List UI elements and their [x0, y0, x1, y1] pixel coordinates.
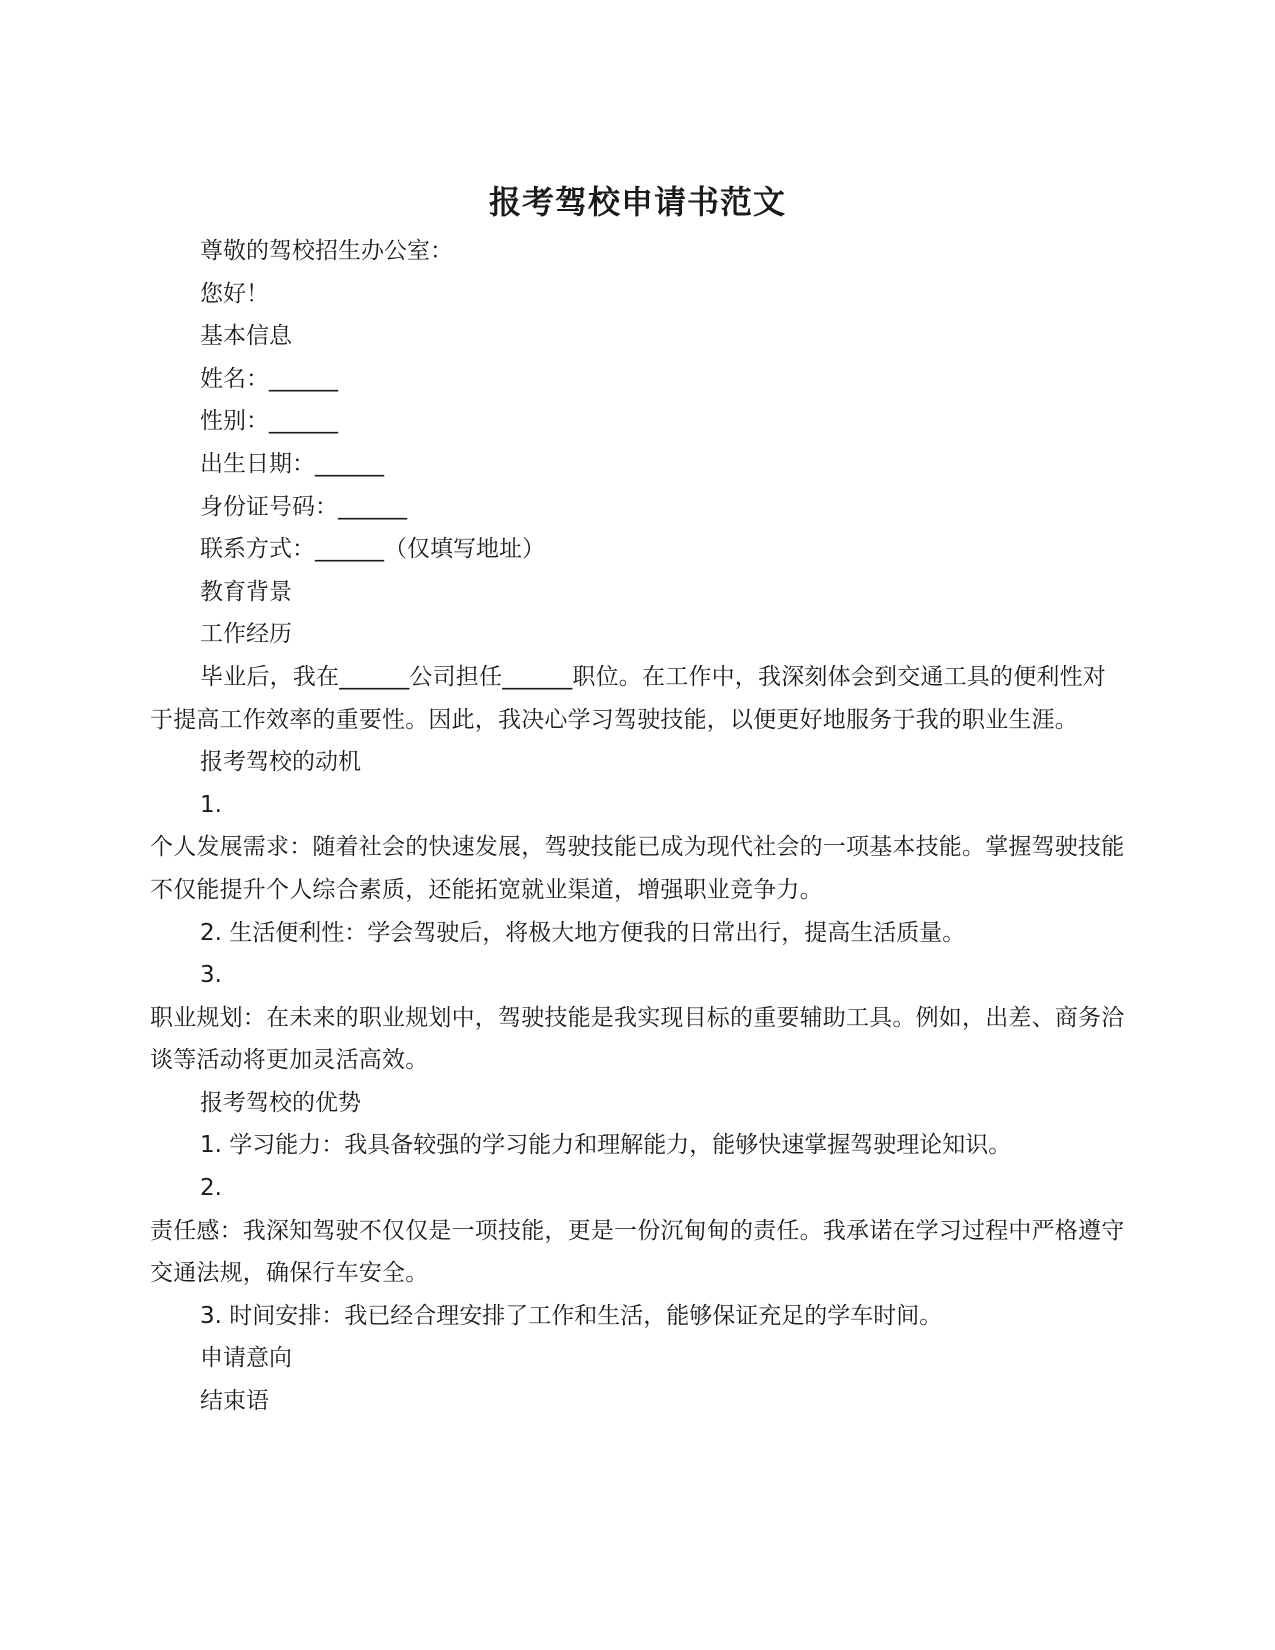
list-item-text: 职业规划：在未来的职业规划中，驾驶技能是我实现目标的重要辅助工具。例如，出差、商务洽谈等活动将更加灵活高效。	[150, 1004, 1125, 1074]
section-heading-intent: 申请意向	[200, 1345, 292, 1372]
section-heading-basic-info: 基本信息	[200, 323, 292, 350]
list-item-text: 3. 时间安排：我已经合理安排了工作和生活，能够保证充足的学车时间。	[200, 1302, 943, 1329]
section-heading-work: 工作经历	[200, 621, 292, 648]
field-contact: 联系方式：______（仅填写地址）	[200, 536, 545, 563]
list-item-text: 责任感：我深知驾驶不仅仅是一项技能，更是一份沉甸甸的责任。我承诺在学习过程中严格遵守交通法规，确保行车安全。	[150, 1217, 1125, 1287]
document-page	[150, 178, 1125, 1423]
greeting: 您好！	[200, 280, 269, 307]
document-title: 报考驾校申请书范文	[488, 183, 786, 221]
section-heading-closing: 结束语	[200, 1388, 269, 1415]
field-name: 姓名：______	[200, 365, 338, 392]
field-id-number: 身份证号码：______	[200, 493, 407, 520]
section-heading-motivation: 报考驾校的动机	[200, 749, 361, 776]
work-paragraph: 毕业后，我在______公司担任______职位。在工作中，我深刻体会到交通工具的便利性对于提高工作效率的重要性。因此，我决心学习驾驶技能，以便更好地服务于我的职业生涯。	[150, 663, 1106, 733]
list-item-text: 2. 生活便利性：学会驾驶后，将极大地方便我的日常出行，提高生活质量。	[200, 919, 966, 946]
list-item-text: 1. 学习能力：我具备较强的学习能力和理解能力，能够快速掌握驾驶理论知识。	[200, 1132, 1012, 1159]
list-number: 2.	[200, 1175, 222, 1202]
salutation: 尊敬的驾校招生办公室：	[200, 238, 453, 264]
list-item-text: 个人发展需求：随着社会的快速发展，驾驶技能已成为现代社会的一项基本技能。掌握驾驶技能不仅能提升个人综合素质，还能拓宽就业渠道，增强职业竞争力。	[150, 834, 1125, 903]
field-gender: 性别：______	[200, 408, 338, 435]
section-heading-education: 教育背景	[200, 578, 292, 605]
list-number: 1.	[200, 791, 222, 818]
list-number: 3.	[200, 962, 222, 989]
field-birth-date: 出生日期：______	[200, 450, 384, 477]
section-heading-advantages: 报考驾校的优势	[200, 1089, 361, 1116]
